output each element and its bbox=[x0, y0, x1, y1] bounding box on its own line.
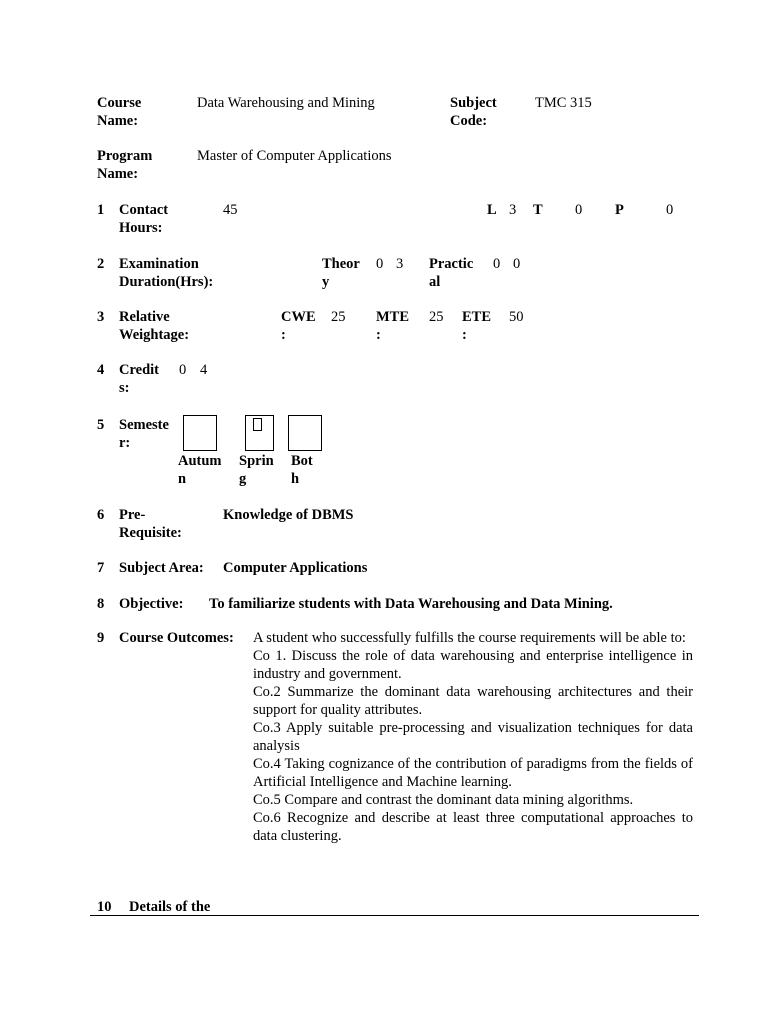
outcome-co1: Co 1. Discuss the role of data warehousing and enterprise intelligence in industry and government. bbox=[253, 648, 693, 682]
item-number-2: 2 bbox=[97, 256, 105, 272]
outcome-co2: Co.2 Summarize the dominant data warehousing architectures and their support for quality attributes. bbox=[253, 684, 693, 718]
subject-area-value: Computer Applications bbox=[223, 560, 368, 576]
subject-code-label-1: Subject bbox=[450, 95, 497, 111]
weightage-label-2: Weightage: bbox=[119, 327, 190, 343]
mte-label-2: : bbox=[376, 327, 381, 343]
item-number-6: 6 bbox=[97, 507, 105, 523]
item-number-1: 1 bbox=[97, 202, 105, 218]
objective-label: Objective: bbox=[119, 596, 184, 612]
subject-code-value: TMC 315 bbox=[535, 95, 592, 111]
semester-both-label-2: h bbox=[291, 471, 300, 487]
cwe-label-2: : bbox=[281, 327, 286, 343]
course-name-label-2: Name: bbox=[97, 113, 139, 129]
program-name-value: Master of Computer Applications bbox=[197, 148, 392, 164]
course-name-label-1: Course bbox=[97, 95, 142, 111]
semester-autumn-checkbox[interactable] bbox=[183, 415, 217, 451]
outcome-co6: Co.6 Recognize and describe at least three computational approaches to data clustering. bbox=[253, 810, 693, 844]
semester-spring-label-2: g bbox=[239, 471, 247, 487]
item-number-4: 4 bbox=[97, 362, 105, 378]
prerequisite-label-2: Requisite: bbox=[119, 525, 182, 541]
contact-hours-label-2: Hours: bbox=[119, 220, 163, 236]
ete-value: 50 bbox=[509, 309, 524, 325]
weightage-label-1: Relative bbox=[119, 309, 170, 325]
semester-both-checkbox[interactable] bbox=[288, 415, 322, 451]
tutorial-value: 0 bbox=[575, 202, 583, 218]
contact-hours-label-1: Contact bbox=[119, 202, 169, 218]
tutorial-label: T bbox=[533, 202, 543, 218]
item-number-10: 10 bbox=[97, 899, 112, 915]
course-outcomes-list bbox=[253, 629, 693, 845]
subject-area-label: Subject Area: bbox=[119, 560, 204, 576]
semester-label-1: Semeste bbox=[119, 417, 169, 433]
semester-autumn-label-1: Autum bbox=[178, 453, 222, 469]
exam-duration-label-1: Examination bbox=[119, 256, 199, 272]
theory-label-2: y bbox=[322, 274, 330, 290]
prerequisite-label-1: Pre- bbox=[119, 507, 146, 523]
outcome-co3: Co.3 Apply suitable pre-processing and visualization techniques for data analysis bbox=[253, 720, 693, 754]
theory-value-a: 0 bbox=[376, 256, 384, 272]
theory-value-b: 3 bbox=[396, 256, 404, 272]
cwe-label-1: CWE bbox=[281, 309, 316, 325]
details-label: Details of the bbox=[129, 899, 211, 915]
credits-value-b: 4 bbox=[200, 362, 208, 378]
credits-label-2: s: bbox=[119, 380, 130, 396]
theory-label-1: Theor bbox=[322, 256, 360, 272]
outcome-intro: A student who successfully fulfills the course requirements will be able to: bbox=[253, 630, 686, 646]
checkbox-mark-icon bbox=[253, 418, 262, 431]
practical-value-a: 0 bbox=[493, 256, 501, 272]
practical-label-1: Practic bbox=[429, 256, 474, 272]
outcome-co4: Co.4 Taking cognizance of the contribution of paradigms from the fields of Artificial Intelligence and Machine learning. bbox=[253, 756, 693, 790]
item-number-3: 3 bbox=[97, 309, 105, 325]
program-name-label-2: Name: bbox=[97, 166, 139, 182]
practical-hours-value: 0 bbox=[666, 202, 674, 218]
ete-label-2: : bbox=[462, 327, 467, 343]
course-name-value: Data Warehousing and Mining bbox=[197, 95, 375, 111]
semester-spring-label-1: Sprin bbox=[239, 453, 274, 469]
subject-code-label-2: Code: bbox=[450, 113, 488, 129]
course-outcomes-label: Course Outcomes: bbox=[119, 630, 234, 646]
ete-label-1: ETE bbox=[462, 309, 492, 325]
credits-value-a: 0 bbox=[179, 362, 187, 378]
lecture-label: L bbox=[487, 202, 497, 218]
item-number-7: 7 bbox=[97, 560, 105, 576]
practical-hours-label: P bbox=[615, 202, 624, 218]
item-number-8: 8 bbox=[97, 596, 105, 612]
semester-label-2: r: bbox=[119, 435, 131, 451]
section-divider bbox=[90, 915, 699, 916]
semester-autumn-label-2: n bbox=[178, 471, 187, 487]
practical-value-b: 0 bbox=[513, 256, 521, 272]
semester-both-label-1: Bot bbox=[291, 453, 313, 469]
item-number-5: 5 bbox=[97, 417, 105, 433]
semester-spring-checkbox[interactable] bbox=[245, 415, 274, 451]
contact-hours-value: 45 bbox=[223, 202, 238, 218]
objective-value: To familiarize students with Data Warehousing and Data Mining. bbox=[209, 596, 613, 612]
exam-duration-label-2: Duration(Hrs): bbox=[119, 274, 214, 290]
outcome-co5: Co.5 Compare and contrast the dominant data mining algorithms. bbox=[253, 792, 634, 808]
mte-label-1: MTE bbox=[376, 309, 410, 325]
item-number-9: 9 bbox=[97, 630, 105, 646]
practical-label-2: al bbox=[429, 274, 441, 290]
lecture-value: 3 bbox=[509, 202, 517, 218]
cwe-value: 25 bbox=[331, 309, 346, 325]
prerequisite-value: Knowledge of DBMS bbox=[223, 507, 354, 523]
mte-value: 25 bbox=[429, 309, 444, 325]
credits-label-1: Credit bbox=[119, 362, 160, 378]
program-name-label-1: Program bbox=[97, 148, 153, 164]
